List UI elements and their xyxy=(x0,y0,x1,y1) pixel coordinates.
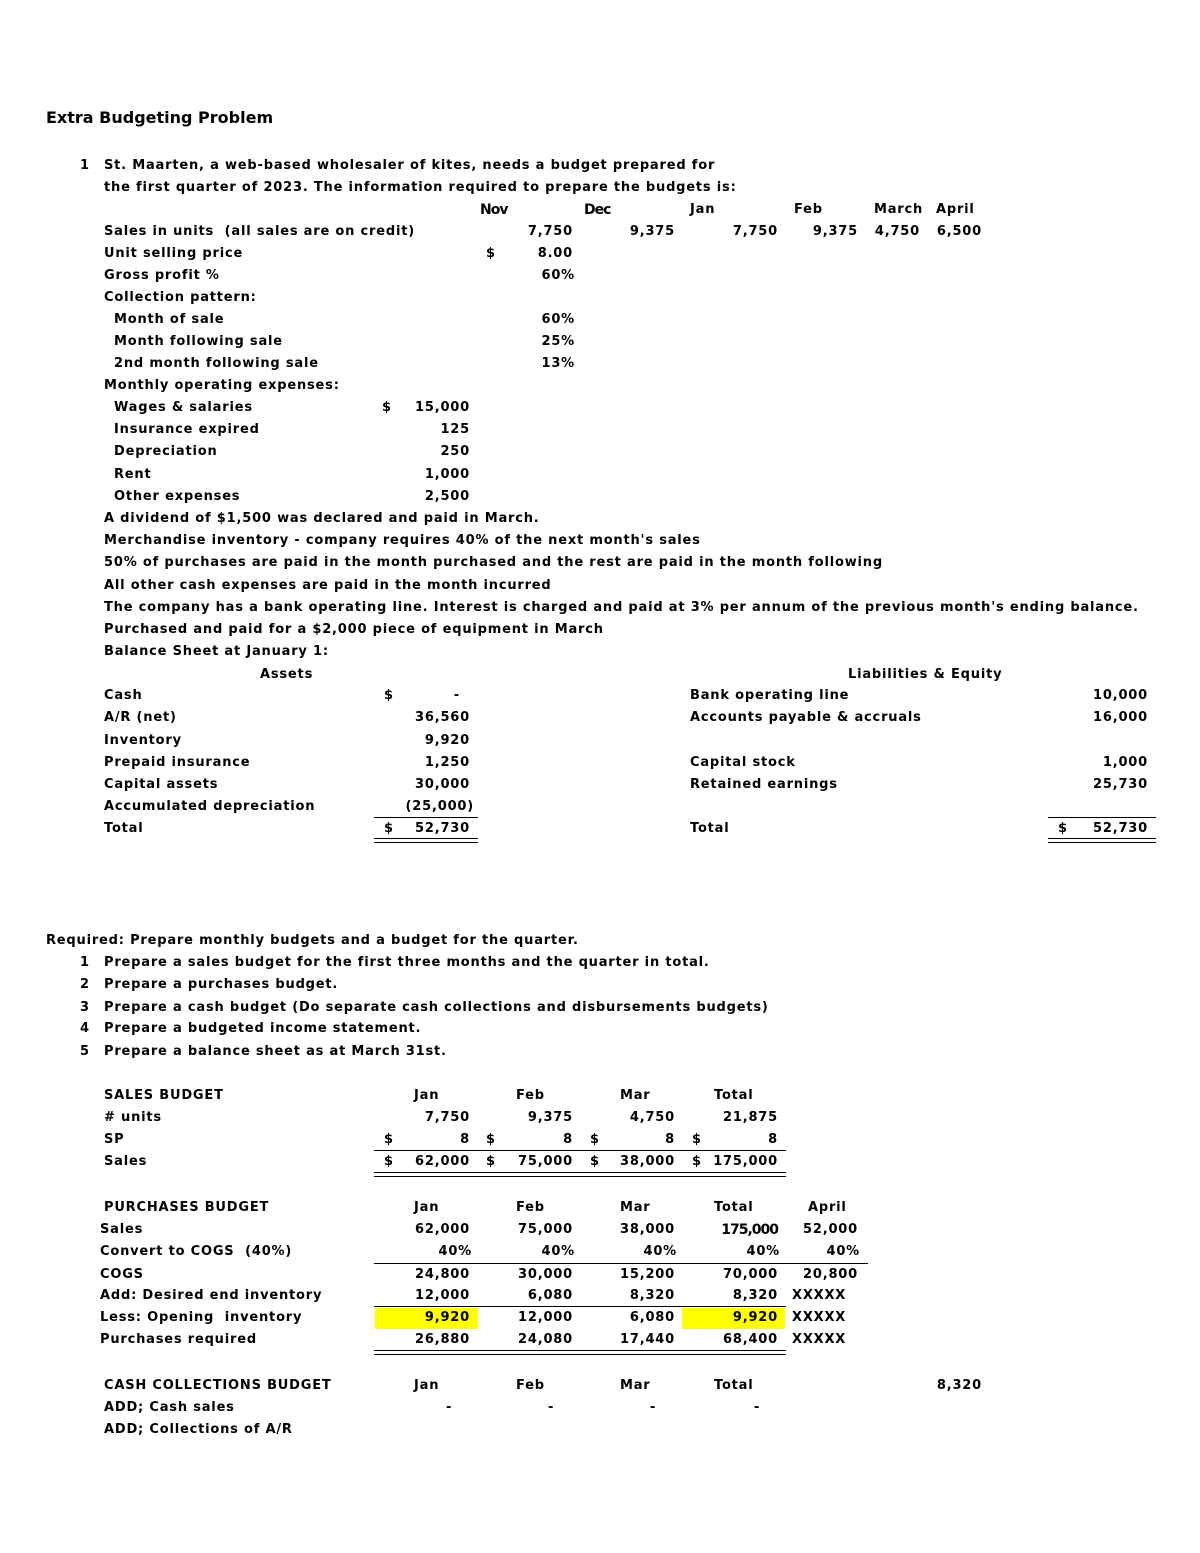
sales-budget-currency: $ xyxy=(486,1132,496,1147)
purchases-cell: 62,000 xyxy=(415,1222,470,1237)
purchases-cell: 12,000 xyxy=(518,1310,573,1325)
month-header-dec: Dec xyxy=(584,202,611,218)
purchases-budget-title: PURCHASES BUDGET xyxy=(104,1200,270,1215)
sales-budget-currency: $ xyxy=(692,1154,702,1169)
required-item-text: Prepare a budgeted income statement. xyxy=(104,1021,422,1036)
purchases-cell: 20,800 xyxy=(803,1267,858,1282)
gross-profit-label: Gross profit % xyxy=(104,268,220,283)
purchases-double-rule xyxy=(374,1350,786,1355)
required-item-number: 3 xyxy=(80,1000,90,1015)
liability-label: Bank operating line xyxy=(690,688,850,703)
opex-item-value: 1,000 xyxy=(424,467,470,482)
sales-units-feb: 9,375 xyxy=(812,224,858,239)
purchases-cell: 40% xyxy=(746,1244,780,1259)
assets-total-label: Total xyxy=(104,821,144,836)
assets-header: Assets xyxy=(260,667,314,682)
purchases-cell: 75,000 xyxy=(518,1222,573,1237)
sales-budget-cell: 4,750 xyxy=(629,1110,675,1125)
purchases-rule xyxy=(374,1263,868,1264)
note-line: All other cash expenses are paid in the month incurred xyxy=(104,578,552,593)
asset-currency: $ xyxy=(384,688,394,703)
cash-collections-col-feb: Feb xyxy=(516,1378,545,1393)
purchases-cell: 52,000 xyxy=(803,1222,858,1237)
opex-item-value: 2,500 xyxy=(424,489,470,504)
cash-collections-cell: - xyxy=(548,1400,555,1415)
sales-budget-cell: 8 xyxy=(460,1132,470,1147)
purchases-cell: 17,440 xyxy=(620,1332,675,1347)
required-item-number: 5 xyxy=(80,1044,90,1059)
usp-label: Unit selling price xyxy=(104,246,244,261)
opex-item-label: Insurance expired xyxy=(114,422,260,437)
purchases-cell: 26,880 xyxy=(415,1332,470,1347)
cash-collections-cell: - xyxy=(650,1400,657,1415)
cash-collections-col-mar: Mar xyxy=(620,1378,651,1393)
sales-budget-cell: 8 xyxy=(563,1132,573,1147)
asset-value: 9,920 xyxy=(424,733,470,748)
note-line: A dividend of $1,500 was declared and paid in March. xyxy=(104,511,540,526)
purchases-cell: 24,080 xyxy=(518,1332,573,1347)
required-item-number: 1 xyxy=(80,955,90,970)
collection-pattern-label: Collection pattern: xyxy=(104,290,257,305)
sales-units-april: 6,500 xyxy=(936,224,982,239)
purchases-cell: 40% xyxy=(826,1244,860,1259)
purchases-row-label: Less: Opening inventory xyxy=(100,1310,303,1325)
required-item-text: Prepare a balance sheet as at March 31st. xyxy=(104,1044,447,1059)
asset-label: Accumulated depreciation xyxy=(104,799,316,814)
liab-total-currency: $ xyxy=(1058,821,1068,836)
sales-budget-double-rule xyxy=(374,1172,786,1177)
cash-collections-title: CASH COLLECTIONS BUDGET xyxy=(104,1378,332,1393)
assets-total-double-rule xyxy=(374,838,478,843)
opex-item-value: 250 xyxy=(440,444,470,459)
note-line: Merchandise inventory - company requires 40% of the next month's sales xyxy=(104,533,701,548)
opex-item-value: 125 xyxy=(440,422,470,437)
liab-total-label: Total xyxy=(690,821,730,836)
month-header-nov: Nov xyxy=(480,202,508,218)
purchases-cell: 40% xyxy=(541,1244,575,1259)
purchases-cell: 6,080 xyxy=(527,1288,573,1303)
required-item-number: 4 xyxy=(80,1021,90,1036)
opex-item-label: Depreciation xyxy=(114,444,218,459)
purchases-cell: XXXXX xyxy=(792,1332,847,1347)
sales-budget-cell: 38,000 xyxy=(620,1154,675,1169)
note-line: Purchased and paid for a $2,000 piece of equipment in March xyxy=(104,622,604,637)
sales-units-nov: 7,750 xyxy=(527,224,573,239)
sales-budget-cell: 7,750 xyxy=(424,1110,470,1125)
problem-intro-line-2: the first quarter of 2023. The information required to prepare the budgets is: xyxy=(104,180,737,195)
liab-total-double-rule xyxy=(1048,838,1156,843)
liability-value: 16,000 xyxy=(1093,710,1148,725)
equity-value: 25,730 xyxy=(1093,777,1148,792)
collection-label: Month of sale xyxy=(114,312,225,327)
sales-budget-currency: $ xyxy=(590,1154,600,1169)
equity-label: Capital stock xyxy=(690,755,796,770)
sales-budget-cell: 175,000 xyxy=(713,1154,778,1169)
cash-collections-col-jan: Jan xyxy=(414,1378,440,1393)
purchases-cell: 6,080 xyxy=(629,1310,675,1325)
opex-currency: $ xyxy=(382,400,392,415)
note-line: The company has a bank operating line. Interest is charged and paid at 3% per annum of the previous month's ending balance. xyxy=(104,600,1139,615)
note-line: Balance Sheet at January 1: xyxy=(104,644,329,659)
purchases-cell: 24,800 xyxy=(415,1267,470,1282)
month-header-april: April xyxy=(936,202,975,217)
required-heading: Required: Prepare monthly budgets and a budget for the quarter. xyxy=(46,933,579,948)
equity-label: Retained earnings xyxy=(690,777,838,792)
usp-currency: $ xyxy=(486,246,496,261)
asset-label: A/R (net) xyxy=(104,710,177,725)
collection-value: 25% xyxy=(541,334,575,349)
sales-budget-col-jan: Jan xyxy=(414,1088,440,1103)
purchases-cell: 40% xyxy=(643,1244,677,1259)
opex-item-value: 15,000 xyxy=(415,400,470,415)
purchases-cell: 175,000 xyxy=(721,1222,778,1238)
sales-units-march: 4,750 xyxy=(874,224,920,239)
collection-label: Month following sale xyxy=(114,334,283,349)
sales-budget-currency: $ xyxy=(486,1154,496,1169)
required-item-number: 2 xyxy=(80,977,90,992)
asset-label: Inventory xyxy=(104,733,182,748)
cash-collections-side-value: 8,320 xyxy=(936,1378,982,1393)
sales-budget-row-label: SP xyxy=(104,1132,125,1147)
sales-budget-cell: 8 xyxy=(665,1132,675,1147)
sales-budget-cell: 21,875 xyxy=(723,1110,778,1125)
purchases-budget-col-mar: Mar xyxy=(620,1200,651,1215)
purchases-budget-col-april: April xyxy=(808,1200,847,1215)
sales-budget-cell: 9,375 xyxy=(527,1110,573,1125)
purchases-cell: 38,000 xyxy=(620,1222,675,1237)
assets-subtotal-rule xyxy=(374,817,478,818)
cash-collections-row-label: ADD; Collections of A/R xyxy=(104,1422,293,1437)
liability-label: Accounts payable & accruals xyxy=(690,710,922,725)
assets-total-value: 52,730 xyxy=(415,821,470,836)
liab-subtotal-rule xyxy=(1048,817,1156,818)
page-title: Extra Budgeting Problem xyxy=(46,108,274,127)
opex-item-label: Rent xyxy=(114,467,152,482)
purchases-cell: XXXXX xyxy=(792,1310,847,1325)
required-item-text: Prepare a purchases budget. xyxy=(104,977,339,992)
purchases-row-label: Add: Desired end inventory xyxy=(100,1288,323,1303)
month-header-jan: Jan xyxy=(690,202,716,217)
asset-value: 1,250 xyxy=(424,755,470,770)
note-line: 50% of purchases are paid in the month purchased and the rest are paid in the month following xyxy=(104,555,883,570)
problem-intro-line-1: St. Maarten, a web-based wholesaler of kites, needs a budget prepared for xyxy=(104,158,716,173)
purchases-budget-col-total: Total xyxy=(714,1200,754,1215)
liability-value: 10,000 xyxy=(1093,688,1148,703)
sales-budget-col-feb: Feb xyxy=(516,1088,545,1103)
purchases-cell: 68,400 xyxy=(723,1332,778,1347)
asset-value: 36,560 xyxy=(415,710,470,725)
purchases-cell: 8,320 xyxy=(732,1288,778,1303)
sales-budget-currency: $ xyxy=(384,1154,394,1169)
sales-budget-cell: 8 xyxy=(768,1132,778,1147)
sales-budget-cell: 75,000 xyxy=(518,1154,573,1169)
purchases-cell: 15,200 xyxy=(620,1267,675,1282)
month-header-feb: Feb xyxy=(794,202,823,217)
sales-budget-row-label: # units xyxy=(104,1110,162,1125)
gross-profit-value: 60% xyxy=(541,268,575,283)
cash-collections-col-total: Total xyxy=(714,1378,754,1393)
purchases-cell: 8,320 xyxy=(629,1288,675,1303)
assets-total-currency: $ xyxy=(384,821,394,836)
asset-value: (25,000) xyxy=(405,799,474,814)
purchases-budget-col-feb: Feb xyxy=(516,1200,545,1215)
purchases-cell: 9,920 xyxy=(424,1310,470,1325)
cash-collections-cell: - xyxy=(754,1400,761,1415)
opex-label: Monthly operating expenses: xyxy=(104,378,340,393)
sales-units-jan: 7,750 xyxy=(732,224,778,239)
sales-budget-title: SALES BUDGET xyxy=(104,1088,224,1103)
sales-budget-col-total: Total xyxy=(714,1088,754,1103)
sales-budget-currency: $ xyxy=(590,1132,600,1147)
purchases-row-label: Convert to COGS (40%) xyxy=(100,1244,293,1259)
sales-units-dec: 9,375 xyxy=(629,224,675,239)
cash-collections-row-label: ADD; Cash sales xyxy=(104,1400,235,1415)
cash-collections-cell: - xyxy=(446,1400,453,1415)
sales-budget-row-label: Sales xyxy=(104,1154,148,1169)
equity-value: 1,000 xyxy=(1102,755,1148,770)
purchases-rule xyxy=(374,1306,786,1307)
collection-value: 13% xyxy=(541,356,575,371)
liab-total-value: 52,730 xyxy=(1093,821,1148,836)
purchases-budget-col-jan: Jan xyxy=(414,1200,440,1215)
asset-label: Cash xyxy=(104,688,143,703)
purchases-cell: 12,000 xyxy=(415,1288,470,1303)
purchases-row-label: COGS xyxy=(100,1267,144,1282)
usp-value: 8.00 xyxy=(537,246,573,261)
sales-budget-cell: 62,000 xyxy=(415,1154,470,1169)
purchases-cell: 70,000 xyxy=(723,1267,778,1282)
asset-label: Capital assets xyxy=(104,777,219,792)
asset-value: - xyxy=(453,688,460,703)
collection-value: 60% xyxy=(541,312,575,327)
sales-units-label: Sales in units (all sales are on credit) xyxy=(104,224,415,239)
collection-label: 2nd month following sale xyxy=(114,356,319,371)
sales-budget-currency: $ xyxy=(384,1132,394,1147)
asset-value: 30,000 xyxy=(415,777,470,792)
purchases-cell: 9,920 xyxy=(732,1310,778,1325)
purchases-cell: 30,000 xyxy=(518,1267,573,1282)
month-header-march: March xyxy=(874,202,924,217)
purchases-row-label: Purchases required xyxy=(100,1332,257,1347)
problem-number: 1 xyxy=(80,158,90,173)
sales-budget-rule xyxy=(374,1150,786,1151)
required-item-text: Prepare a cash budget (Do separate cash collections and disbursements budgets) xyxy=(104,1000,769,1015)
asset-label: Prepaid insurance xyxy=(104,755,251,770)
purchases-cell: XXXXX xyxy=(792,1288,847,1303)
liabilities-header: Liabilities & Equity xyxy=(848,667,1003,682)
sales-budget-currency: $ xyxy=(692,1132,702,1147)
purchases-cell: 40% xyxy=(438,1244,472,1259)
purchases-row-label: Sales xyxy=(100,1222,144,1237)
opex-item-label: Wages & salaries xyxy=(114,400,253,415)
required-item-text: Prepare a sales budget for the first three months and the quarter in total. xyxy=(104,955,710,970)
sales-budget-col-mar: Mar xyxy=(620,1088,651,1103)
opex-item-label: Other expenses xyxy=(114,489,241,504)
